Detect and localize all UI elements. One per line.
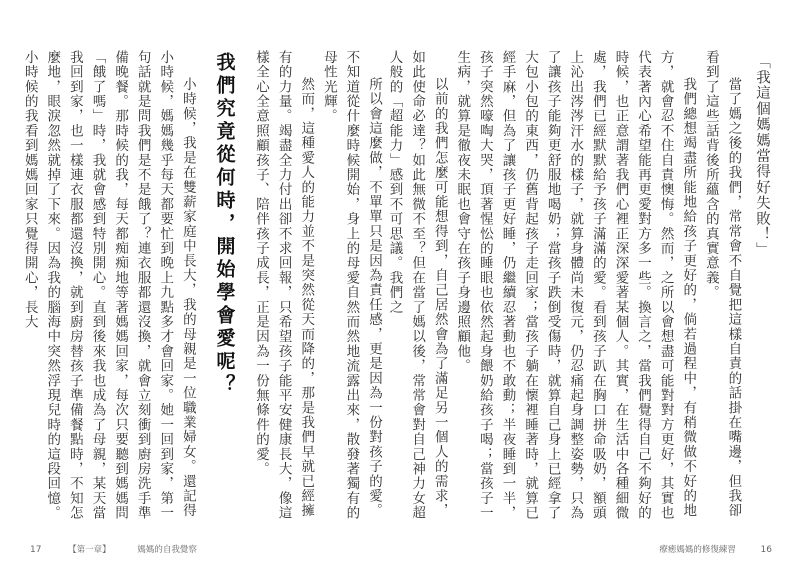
paragraph: 所以會這麼做，不單單只是因為責任感，更是因為一份對孩子的愛。不知道從什麼時候開始，身上的母愛自然而然地流露出來，散發著獨有的母性光輝。: [320, 50, 382, 521]
right-page-footer: [659, 543, 772, 555]
right-page: [386, 0, 797, 572]
chapter-label: 【第一章】: [68, 545, 111, 555]
right-page-body: [386, 50, 773, 530]
part-title: 媽媽的自我覺察: [137, 545, 197, 555]
paragraph: 以前的我們怎麼可能想得到，自己居然會為了滿足另一個人的需求，如此使命必達？如此無微不至？但在當了媽以後，常常會對自己神力女超人般的「超能力」感到不可思議。我們之: [386, 50, 448, 521]
section-heading: 我們究竟從何時，開始學會愛呢？: [213, 52, 236, 397]
left-page-footer: [30, 543, 197, 555]
running-title: 療癒媽媽的修復練習: [659, 545, 736, 555]
page-number: 17: [30, 545, 42, 555]
left-page: [0, 0, 398, 572]
page-number: 16: [760, 545, 772, 555]
paragraph: 當了媽之後的我們，常常會不自覺把這樣自責的話掛在嘴邊，但我卻看到了這些話背後所蘊含的真實意義。: [702, 50, 742, 518]
paragraph: 小時候，我是在雙薪家庭中長大，我的母親是一位職業婦女。還記得小時候，媽媽幾乎每天都要忙到晚上九點多才會回家。她一回到家，第一句話就是問我們是不是餓了？連衣服都還沒換，就會立刻衝到廚房洗手準備晚餐。那時候的我，每天都痴痴地等著媽媽回家，每次只要聽到媽媽問「餓了嗎」時，我就會感到特別開心。直到後來我也成為了母親，某天當我回到家，也一樣連衣服都還沒換，就到廚房替孩子準備餐點時，不知怎麼地，眼淚忽然就掉了下來。因為我的腦海中突然浮現兒時的這段回憶。小時候的我看到媽媽回家只覺得開心，長大: [21, 50, 196, 521]
left-page-body: [21, 50, 385, 530]
pull-quote: 「我這個媽媽當得好失敗！」: [754, 54, 770, 259]
paragraph: 我們總想竭盡所能地給孩子更好的，倘若過程中，有稍微做不好的地方，就會忍不住自責懊悔。然而，之所以會想盡可能對對方更好，其實也代表著內心希望能再更愛對方多一些。換言之，當我們覺得自己不夠好的時候，也正意謂著我們心裡正深深愛著某個人。其實，在生活中各種細微處，我們已經默默給予孩子滿滿的愛。看到孩子趴在胸口拼命吸奶，額頭上沁出涔涔汗水的樣子，就算身體尚未復元，仍忍痛起身調整姿勢，只為了讓孩子能夠更舒服地喝奶；當孩子跌倒受傷時，就算自己身上已經拿了大包小包的東西，仍舊背起孩子走回家；當孩子躺在懷裡睡著時，就算已經手麻，但為了讓孩子更好睡，仍繼續忍著動也不敢動；半夜睡到一半，孩子突然嚎啕大哭，頂著惺忪的睡眼也依然起身餵奶給孩子喝；當孩子一生病，就算是徹夜未眠也會守在孩子身邊照顧他。: [454, 50, 697, 521]
paragraph: 然而，這種愛人的能力並不是突然從天而降的，那是我們早就已經擁有的力量。竭盡全力付出卻不求回報，只希望孩子能平安健康長大，像這樣全心全意照顧孩子、陪伴孩子成長，正是因為一份無條件的愛。: [253, 50, 315, 521]
